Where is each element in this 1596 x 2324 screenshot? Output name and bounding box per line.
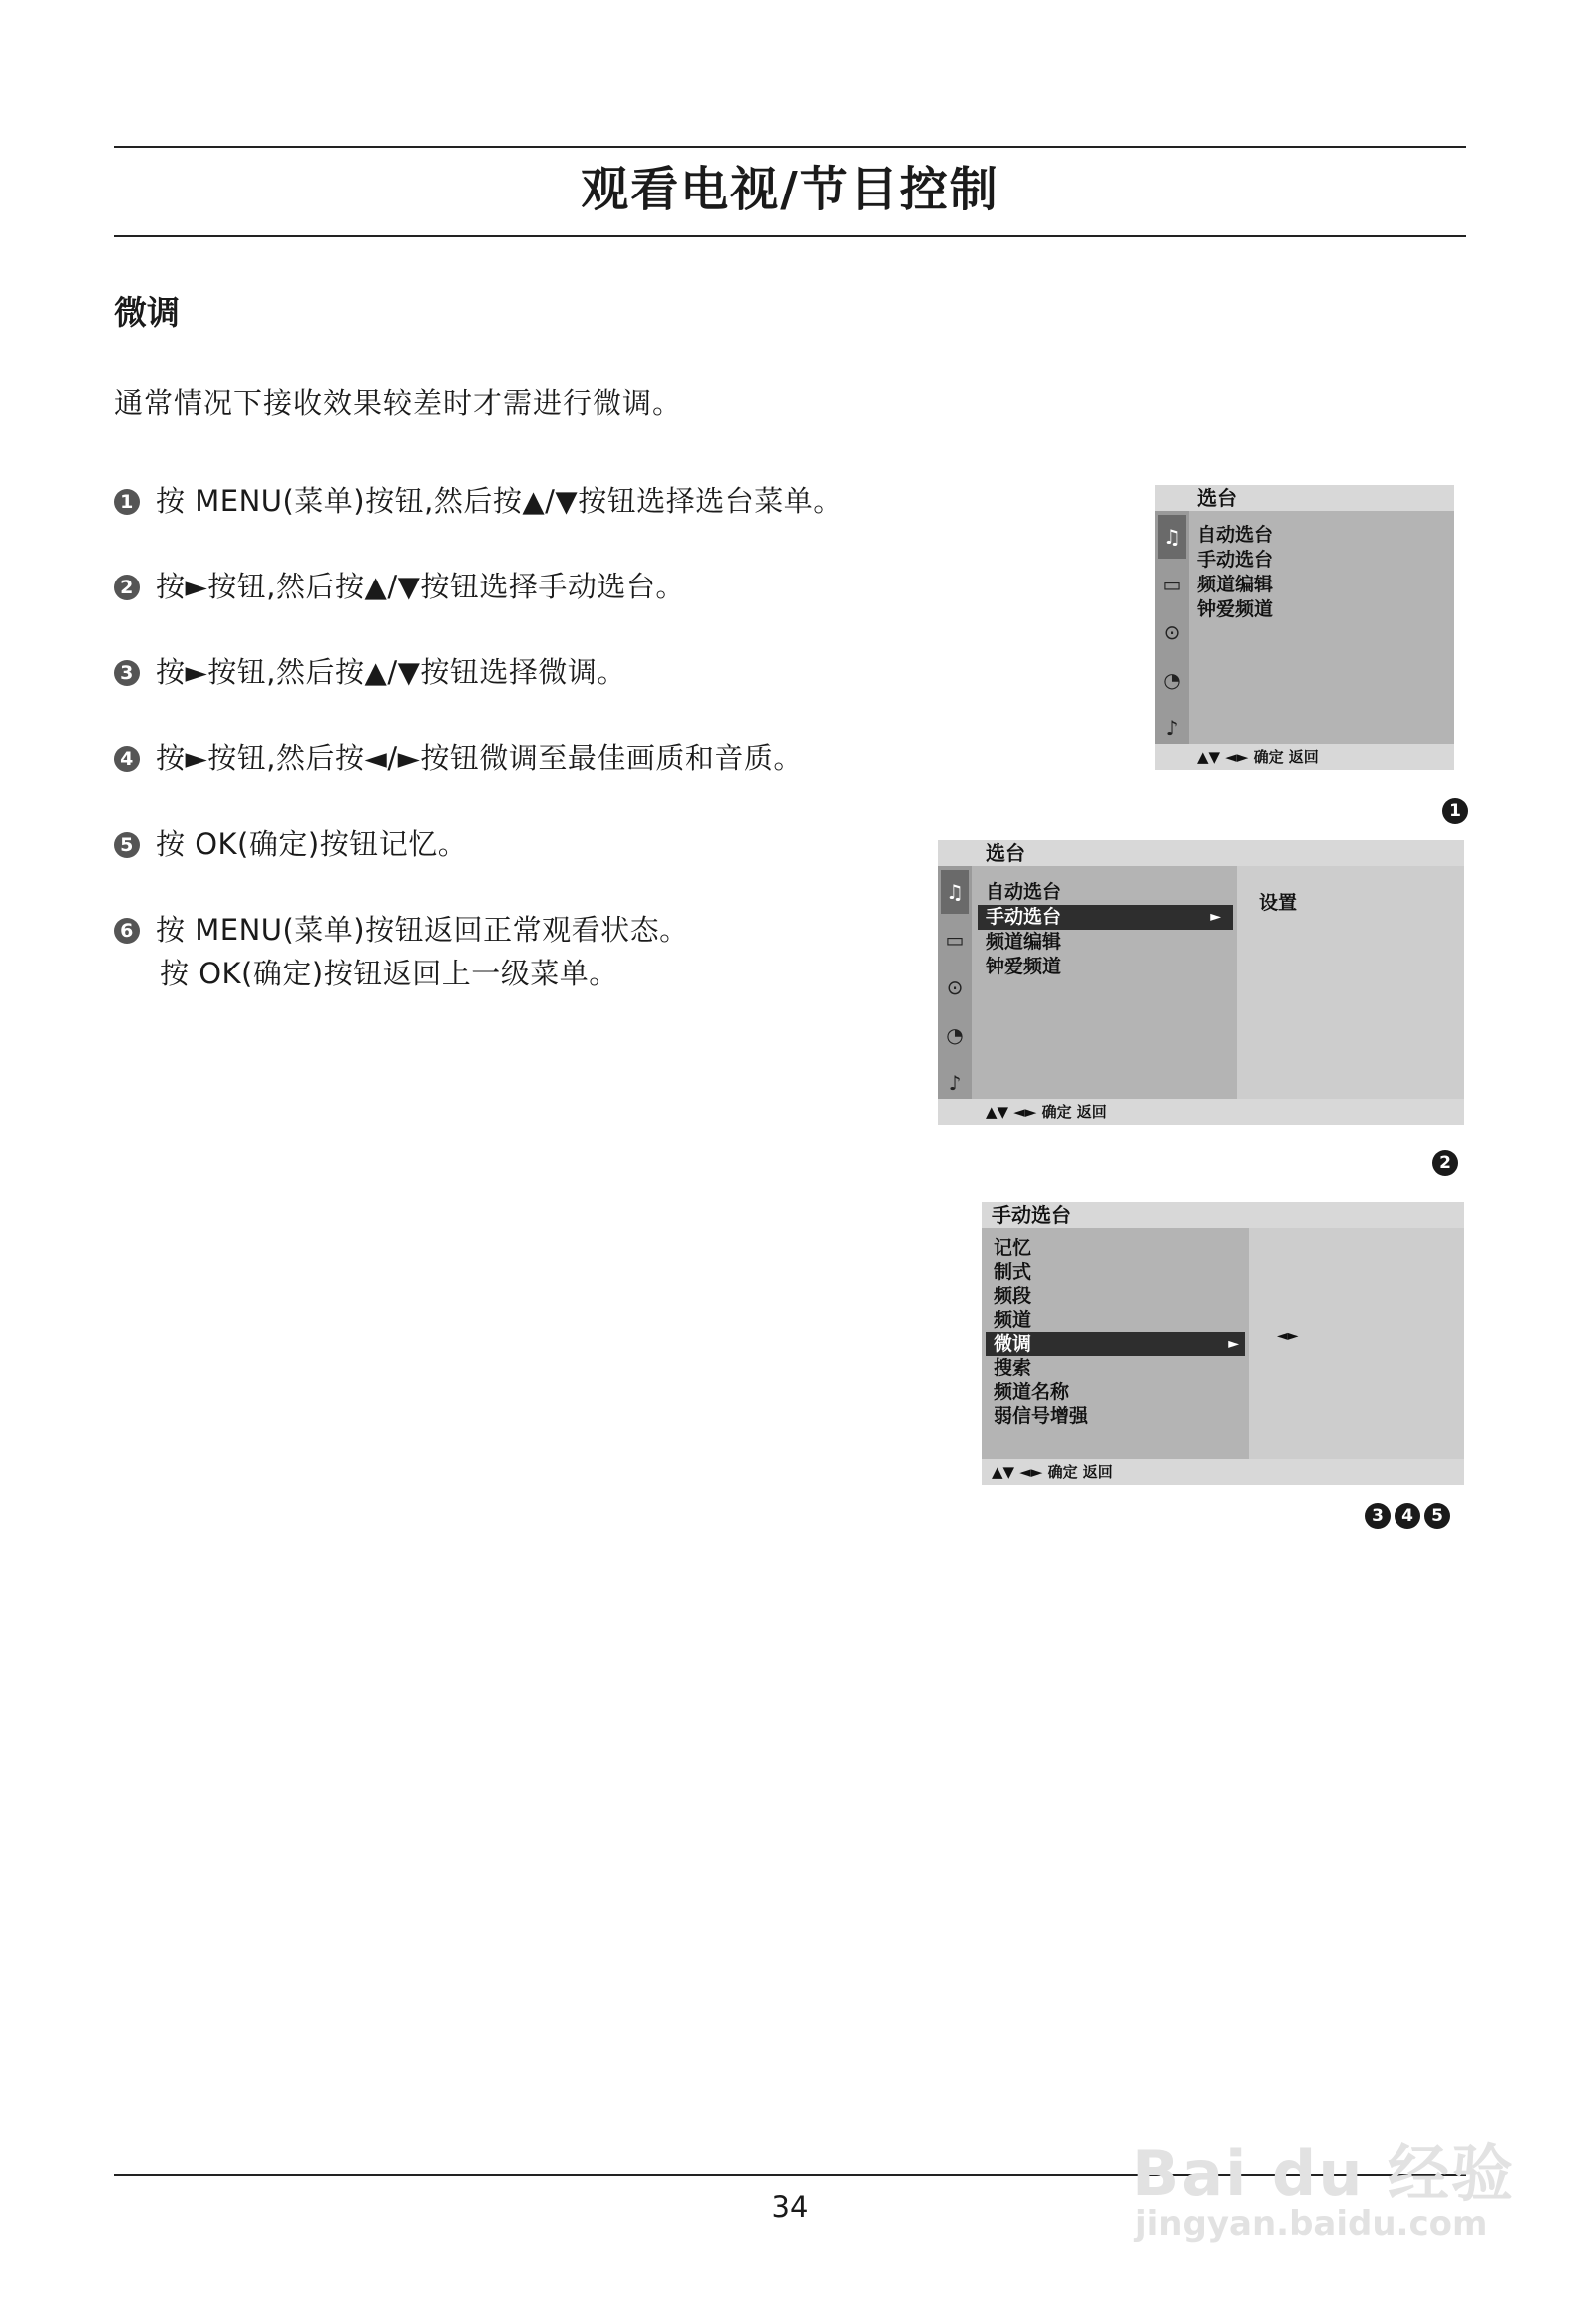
figure-badge-5: 5	[1424, 1503, 1450, 1529]
timer-icon: ◔	[1163, 668, 1181, 692]
menu-footer: ▲▼ ◄► 确定 返回	[938, 1099, 1464, 1125]
page-title: 观看电视/节目控制	[581, 162, 999, 217]
tv-menu-manual-tuning	[982, 1202, 1464, 1485]
menu-item[interactable]: 搜索	[994, 1357, 1032, 1379]
arrow-right-icon: ►	[1228, 1336, 1239, 1352]
menu-item[interactable]: 钟爱频道	[986, 956, 1062, 977]
page-number: 34	[771, 2190, 809, 2224]
timer-icon: ◔	[946, 1023, 964, 1047]
step-1	[114, 479, 843, 523]
top-rule	[114, 146, 1466, 148]
menu-header: 选台	[1155, 485, 1454, 511]
step-number: 1	[114, 489, 140, 515]
menu-item[interactable]: 频道	[994, 1309, 1032, 1331]
picture-icon: ▭	[945, 928, 965, 952]
menu-header: 手动选台	[982, 1202, 1464, 1228]
step-text-line2: 按 OK(确定)按钮返回上一级菜单。	[160, 957, 618, 990]
menu-item[interactable]: 自动选台	[986, 881, 1062, 903]
step-5	[114, 822, 467, 866]
menu-item[interactable]: 频道编辑	[986, 931, 1062, 953]
step-text: 按 OK(确定)按钮记忆。	[156, 827, 468, 861]
step-text: 按►按钮,然后按▲/▼按钮选择微调。	[156, 655, 626, 689]
menu-item-selected[interactable]	[986, 1332, 1245, 1356]
tv-menu-channel-setup	[1155, 485, 1454, 770]
submenu-panel	[1237, 866, 1464, 1099]
submenu-label: 设置	[1259, 892, 1298, 914]
figure-badge-1: 1	[1442, 798, 1468, 824]
menu-footer: ▲▼ ◄► 确定 返回	[982, 1459, 1464, 1485]
step-4	[114, 736, 803, 780]
step-text: 按►按钮,然后按◄/►按钮微调至最佳画质和音质。	[156, 741, 803, 775]
selected-label: 手动选台	[986, 906, 1062, 928]
clock-icon: ⊙	[946, 975, 964, 999]
figure-badge-3: 3	[1365, 1503, 1391, 1529]
menu-item[interactable]: 频段	[994, 1285, 1032, 1307]
watermark-url: jingyan.baidu.com	[1135, 2204, 1488, 2244]
arrow-right-icon: ►	[1210, 909, 1221, 925]
figure-badge-4: 4	[1395, 1503, 1420, 1529]
figure-badge-2: 2	[1432, 1150, 1458, 1176]
step-number: 3	[114, 660, 140, 686]
intro-text: 通常情况下接收效果较差时才需进行微调。	[114, 386, 683, 420]
tv-menu-channel-setup-manual	[938, 840, 1464, 1125]
left-right-arrows-icon: ◄►	[1277, 1328, 1299, 1344]
step-number: 5	[114, 832, 140, 858]
step-2	[114, 565, 685, 608]
step-number: 2	[114, 575, 140, 600]
step-text: 按►按钮,然后按▲/▼按钮选择手动选台。	[156, 570, 685, 603]
title-underline	[114, 235, 1466, 237]
picture-icon: ▭	[1162, 573, 1182, 596]
menu-item[interactable]: 记忆	[994, 1237, 1032, 1259]
step-3	[114, 650, 626, 694]
sound-icon: ♪	[948, 1071, 962, 1095]
channel-icon: ♫	[1158, 515, 1186, 559]
watermark-logo: Bai du 经验	[1132, 2137, 1516, 2210]
section-title: 微调	[114, 293, 180, 332]
menu-item[interactable]: 弱信号增强	[994, 1405, 1089, 1427]
menu-header: 选台	[938, 840, 1464, 866]
step-6	[114, 908, 689, 995]
menu-icon-column	[938, 866, 972, 1099]
menu-item-selected[interactable]	[978, 905, 1233, 930]
selected-label: 微调	[994, 1333, 1032, 1355]
menu-item[interactable]: 制式	[994, 1261, 1032, 1283]
step-text: 按 MENU(菜单)按钮,然后按▲/▼按钮选择选台菜单。	[156, 484, 843, 518]
clock-icon: ⊙	[1163, 620, 1181, 644]
menu-item[interactable]: 钟爱频道	[1197, 598, 1274, 620]
menu-item[interactable]: 手动选台	[1197, 549, 1274, 571]
menu-footer: ▲▼ ◄► 确定 返回	[1155, 744, 1454, 770]
step-text: 按 MENU(菜单)按钮返回正常观看状态。	[156, 913, 689, 947]
step-number: 4	[114, 746, 140, 772]
step-number: 6	[114, 918, 140, 944]
menu-icon-column	[1155, 511, 1189, 744]
channel-icon: ♫	[941, 870, 969, 914]
submenu-panel	[1249, 1228, 1464, 1459]
menu-item[interactable]: 自动选台	[1197, 524, 1274, 546]
menu-item[interactable]: 频道编辑	[1197, 574, 1274, 595]
menu-item[interactable]: 频道名称	[994, 1381, 1070, 1403]
sound-icon: ♪	[1165, 716, 1179, 740]
